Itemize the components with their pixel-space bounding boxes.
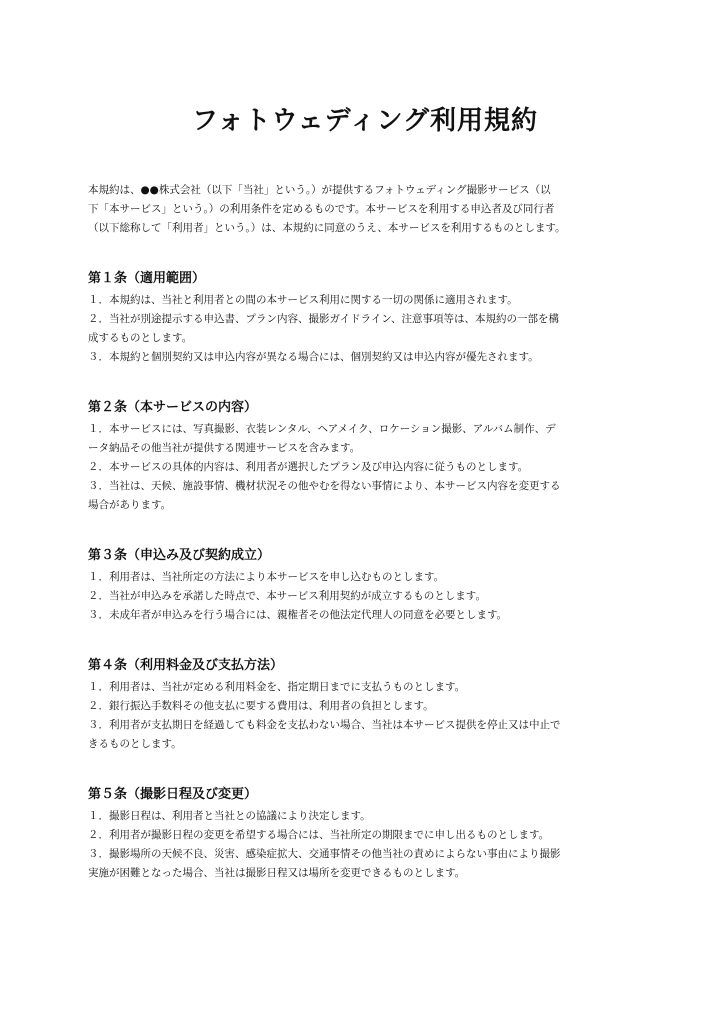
article-heading: 第４条（利用料金及び支払方法） [88, 658, 284, 673]
article-heading: 第１条（適用範囲） [88, 271, 206, 286]
clause: ３．未成年者が申込みを行う場合には、親権者その他法定代理人の同意を必要とします。 [88, 609, 508, 621]
clause: ２．銀行振込手数料その他支払に要する費用は、利用者の負担とします。 [88, 700, 434, 712]
clause: １．撮影日程は、利用者と当社との協議により決定します。 [88, 810, 371, 822]
article-2 [88, 398, 642, 515]
clause: ３．本規約と個別契約又は申込内容が異なる場合には、個別契約又は申込内容が優先されます。 [88, 351, 539, 363]
article-heading: 第３条（申込み及び契約成立） [88, 548, 271, 563]
clause: ３．利用者が支払期日を経過しても料金を支払わない場合、当社は本サービス提供を停止又は中止で きるものとします。 [88, 719, 561, 750]
clause: ２．当社が別途提示する申込書、プラン内容、撮影ガイドライン、注意事項等は、本規約の一部を構 成するものとします。 [88, 313, 560, 344]
article-5 [88, 785, 642, 883]
clause: １．本サービスには、写真撮影、衣装レンタル、ヘアメイク、ロケーション撮影、アルバム制作、デ ータ納品その他当社が提供する関連サービスを含みます。 [88, 423, 556, 454]
article-heading: 第２条（本サービスの内容） [88, 400, 258, 415]
clause: ２．当社が申込みを承諾した時点で、本サービス利用契約が成立するものとします。 [88, 590, 486, 602]
clause: ２．本サービスの具体的内容は、利用者が選択したプラン及び申込内容に従うものとします。 [88, 461, 529, 473]
clause: １．利用者は、当社所定の方法により本サービスを申し込むものとします。 [88, 571, 445, 583]
article-heading: 第５条（撮影日程及び変更） [88, 787, 258, 802]
clause: ３．撮影場所の天候不良、災害、感染症拡大、交通事情その他当社の責めによらない事由により撮影 実施が困難となった場合、当社は撮影日程又は場所を変更できるものとします。 [88, 848, 561, 879]
clause: １．利用者は、当社が定める利用料金を、指定期日までに支払うものとします。 [88, 681, 466, 693]
intro-paragraph: 本規約は、●●株式会社（以下「当社」という。）が提供するフォトウェディング撮影サービス（以 下「本サービス」という。）の利用条件を定めるものです。本サービスを利用する申込者及び同行者 （以下総称して「利用者」という。）は、本規約に同意のうえ、本サービスを利用するものとします。 [88, 184, 566, 234]
clause: ３．当社は、天候、施設事情、機材状況その他やむを得ない事情により、本サービス内容を変更する 場合があります。 [88, 480, 561, 511]
article-4 [88, 656, 642, 754]
clause: １．本規約は、当社と利用者との間の本サービス利用に関する一切の関係に適用されます。 [88, 294, 518, 306]
article-3 [88, 546, 642, 625]
article-1 [88, 269, 642, 367]
clause: ２．利用者が撮影日程の変更を希望する場合には、当社所定の期限までに申し出るものとします。 [88, 829, 550, 841]
document-title: フォトウェディング利用規約 [191, 106, 539, 136]
